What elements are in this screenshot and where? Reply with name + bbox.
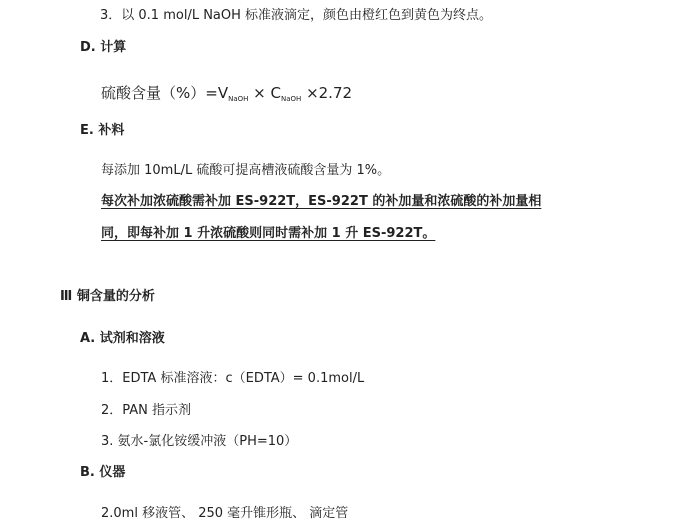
formula-c-subscript: NaOH bbox=[280, 95, 302, 103]
titration-step-3: 3．以 0.1 mol/L NaOH 标准液滴定，颜色由橙红色到黄色为终点。 bbox=[100, 8, 493, 23]
reagent-item: 2．PAN 指示剂 bbox=[101, 403, 192, 418]
formula-v-subscript: NaOH bbox=[228, 95, 249, 103]
replenish-emphasis-line-2: 同，即每补加 1 升浓硫酸则同时需补加 1 升 ES-922T。 bbox=[101, 226, 436, 241]
section-a-heading: A. 试剂和溶液 bbox=[80, 331, 165, 346]
sulfuric-acid-formula bbox=[101, 86, 352, 103]
formula-right: ×2.72 bbox=[301, 84, 353, 102]
section-iii-heading: Ⅲ 铜含量的分析 bbox=[60, 289, 155, 304]
section-d-heading: D. 计算 bbox=[80, 40, 127, 55]
replenish-text: 每添加 10mL/L 硫酸可提高槽液硫酸含量为 1%。 bbox=[101, 163, 391, 178]
replenish-emphasis-line-1: 每次补加浓硫酸需补加 ES-922T，ES-922T 的补加量和浓硫酸的补加量相 bbox=[101, 194, 542, 209]
formula-left: 硫酸含量（%）=V bbox=[101, 84, 229, 102]
reagent-item: 3. 氨水-氯化铵缓冲液（PH=10） bbox=[101, 434, 298, 449]
reagent-item: 1．EDTA 标准溶液：c（EDTA）= 0.1mol/L bbox=[101, 371, 365, 386]
formula-mid: × C bbox=[248, 84, 281, 102]
section-b-heading: B. 仪器 bbox=[80, 465, 126, 480]
instruments-list: 2.0ml 移液管、 250 毫升锥形瓶、 滴定管 bbox=[101, 506, 349, 521]
section-e-heading: E. 补料 bbox=[80, 123, 125, 138]
